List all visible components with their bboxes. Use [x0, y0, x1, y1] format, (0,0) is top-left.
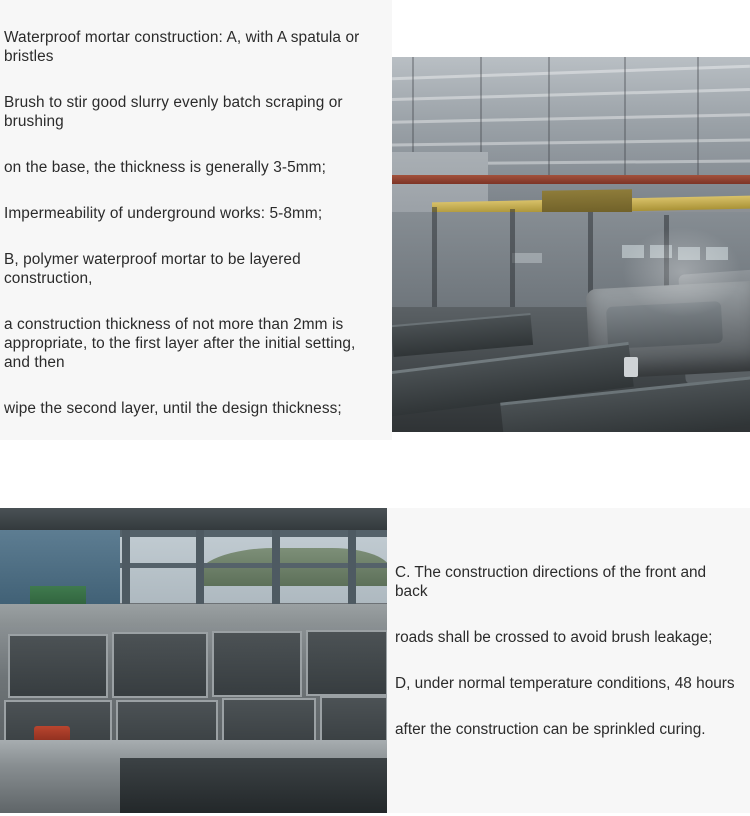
top-paragraph-3: on the base, the thickness is generally 3-5mm;: [4, 159, 326, 176]
top-text-column: [0, 0, 392, 440]
top-paragraph-2: Brush to stir good slurry evenly batch scraping or brushing: [4, 94, 343, 130]
top-paragraph-7: wipe the second layer, until the design thickness;: [4, 400, 342, 417]
workshop-photo: [392, 57, 750, 432]
bottom-paragraph-3: D, under normal temperature conditions, 48 hours: [395, 675, 735, 692]
top-paragraph-5: B, polymer waterproof mortar to be layered construction,: [4, 251, 301, 287]
bottom-paragraph-2: roads shall be crossed to avoid brush leakage;: [395, 629, 713, 646]
tank-cells-photo: [0, 508, 387, 813]
bottom-section: [0, 440, 750, 816]
top-paragraph-6: a construction thickness of not more than 2mm is appropriate, to the first layer after the initial setting, and then: [4, 316, 356, 371]
bottom-paragraph-1: C. The construction directions of the front and back: [395, 564, 707, 600]
top-paragraph-4: Impermeability of underground works: 5-8mm;: [4, 205, 323, 222]
bottom-paragraph-4: after the construction can be sprinkled curing.: [395, 721, 706, 738]
bottom-text-column: [387, 508, 750, 813]
top-paragraph-1: Waterproof mortar construction: A, with A spatula or bristles: [4, 29, 360, 65]
